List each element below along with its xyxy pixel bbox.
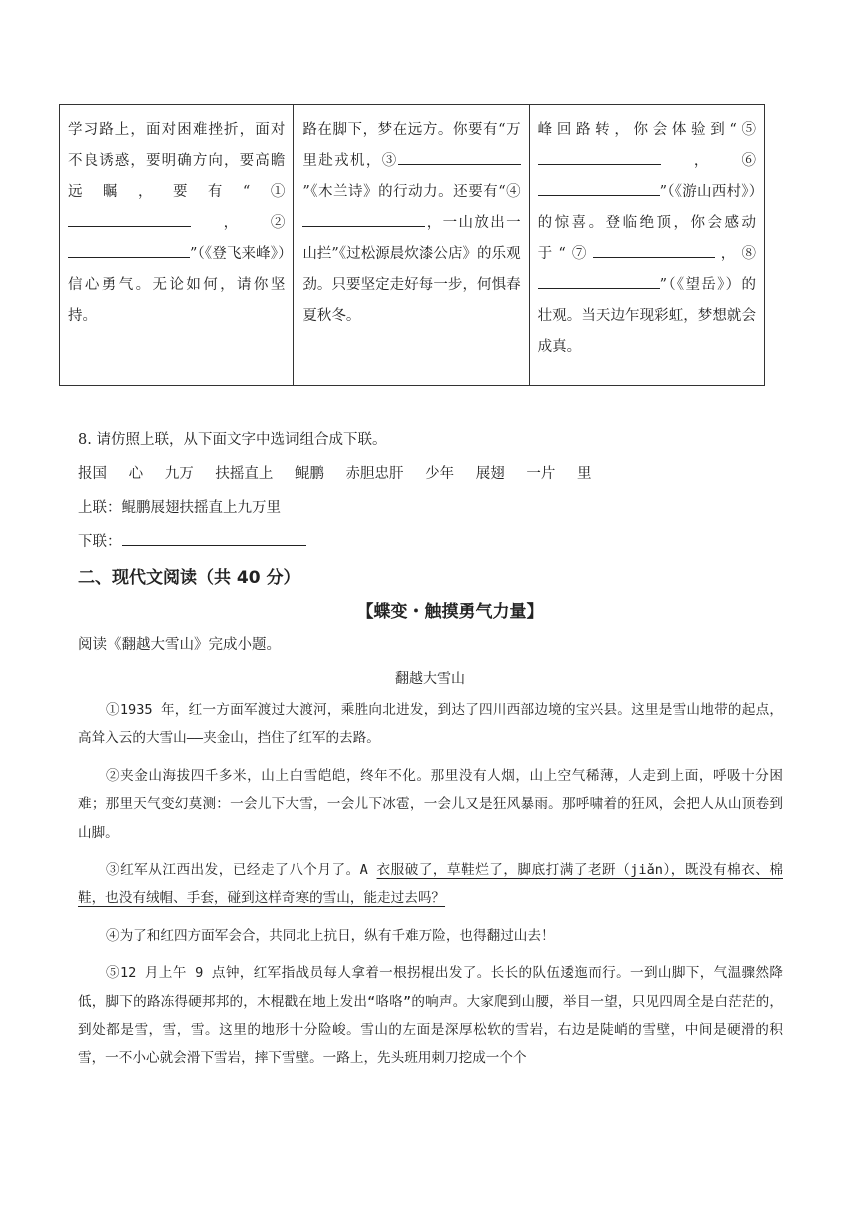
- blank-6[interactable]: [538, 181, 660, 196]
- paragraph-5: ⑤12 月上午 9 点钟，红军指战员每人拿着一根拐棍出发了。长长的队伍逶迤而行。一到山脚下，气温骤然降低，脚下的路冻得硬邦邦的，木棍戳在地上发出“咯咯”的响声。大家爬到山腰，举目一望，只见四周全是白茫茫的，到处都是雪，雪，雪。这里的地形十分险峻。雪山的左面是深厚松软的雪岩，右边是陡峭的雪壁，中间是硬滑的积雪，一不小心就会滑下雪岩，摔下雪壁。一路上，先头班用刺刀挖成一个个: [78, 965, 783, 1067]
- article-title: 翻越大雪山: [395, 671, 465, 687]
- section-subheading: 【蝶变・触摸勇气力量】: [356, 602, 544, 622]
- word-choice: 少年: [425, 466, 455, 482]
- cell-1-text-b: ，②: [191, 215, 286, 231]
- blank-1[interactable]: [68, 212, 191, 227]
- blank-8[interactable]: [538, 274, 660, 289]
- table-cell-3: [530, 105, 764, 385]
- word-choice: 九万: [164, 466, 194, 482]
- paragraph-4: ④为了和红四方面军会合，共同北上抗日，纵有千难万险，也得翻过山去！: [106, 927, 555, 944]
- cell-2-text-c: ，一山放出一山拦”《过松源晨炊漆公店》的乐观劲。只要坚定走好每一步，何惧春夏秋冬。: [302, 215, 521, 324]
- blank-5[interactable]: [538, 150, 661, 165]
- cell-1-text-a: 学习路上，面对困难挫折，面对不良诱惑，要明确方向，要高瞻远瞩，要有“①: [68, 122, 286, 200]
- xialian-answer-blank[interactable]: [122, 531, 306, 546]
- blank-7[interactable]: [593, 243, 715, 258]
- cell-1-text-c: ”（《登飞来峰》）信心勇气。无论如何，请你坚持。: [68, 246, 286, 324]
- question-8-prompt: 8. 请仿照上联，从下面文字中选词组合成下联。: [78, 432, 387, 448]
- paragraph-2: ②夹金山海拔四千多米，山上白雪皑皑，终年不化。那里没有人烟，山上空气稀薄，人走到上面，呼吸十分困难；那里天气变幻莫测：一会儿下大雪，一会儿下冰雹，一会儿又是狂风暴雨。那呼啸着的狂风，会把人从山顶卷到山脚。: [78, 767, 783, 841]
- paragraph-3-lead: ③红军从江西出发，已经走了八个月了。A: [106, 862, 377, 879]
- table-cell-2: [294, 105, 529, 385]
- word-choice: 一片: [526, 466, 556, 482]
- xialian-row: [78, 530, 306, 551]
- cell-2-text-a: 路在脚下，梦在远方。你要有“万里赴戎机，③: [302, 122, 521, 169]
- xialian-label: 下联：: [78, 534, 122, 550]
- blank-4[interactable]: [302, 212, 425, 227]
- word-choice: 赤胆忠肝: [345, 466, 404, 482]
- blank-3[interactable]: [398, 150, 521, 165]
- paragraph-3: [78, 856, 783, 913]
- cell-2-text-b: ”《木兰诗》的行动力。还要有“④: [302, 184, 521, 200]
- section-heading: 二、现代文阅读（共 40 分）: [78, 568, 301, 588]
- cell-3-text-a: 峰回路转，你会体验到“⑤: [537, 122, 756, 138]
- blank-2[interactable]: [68, 243, 190, 258]
- word-choice: 心: [128, 466, 144, 482]
- word-choice: 展翅: [475, 466, 505, 482]
- reading-instruction: 阅读《翻越大雪山》完成小题。: [78, 637, 281, 653]
- word-choice: 报国: [78, 466, 107, 482]
- word-choices: [78, 462, 608, 483]
- poetry-fill-table: [59, 104, 765, 386]
- cell-3-text-b: ，⑥: [660, 153, 756, 169]
- word-choice: 扶摇直上: [215, 466, 274, 482]
- paragraph-1: ①1935 年，红一方面军渡过大渡河，乘胜向北进发，到达了四川西部边境的宝兴县。这里是雪山地带的起点，高耸入云的大雪山——夹金山，挡住了红军的去路。: [78, 702, 783, 747]
- cell-3-text-e: ”（《望岳》）的壮观。当天边乍现彩虹，梦想就会成真。: [537, 277, 756, 355]
- word-choice: 鲲鹏: [294, 466, 324, 482]
- cell-3-text-d: ，⑧: [714, 246, 756, 262]
- word-choice: 里: [576, 466, 592, 482]
- shanglian: 上联：鲲鹏展翅扶摇直上九万里: [78, 500, 281, 516]
- article-body: [78, 696, 783, 1073]
- cell-3-text-c: ”（《游山西村》）的惊喜。登临绝顶，你会感动于“⑦: [537, 184, 756, 262]
- underlined-sentence-a: 衣服破了，草鞋烂了，脚底打满了老趼（jiǎn），既没有棉衣、棉鞋，也没有绒帽、手套，碰到这样奇寒的雪山，能走过去吗？: [78, 862, 783, 907]
- table-cell-1: [60, 105, 294, 385]
